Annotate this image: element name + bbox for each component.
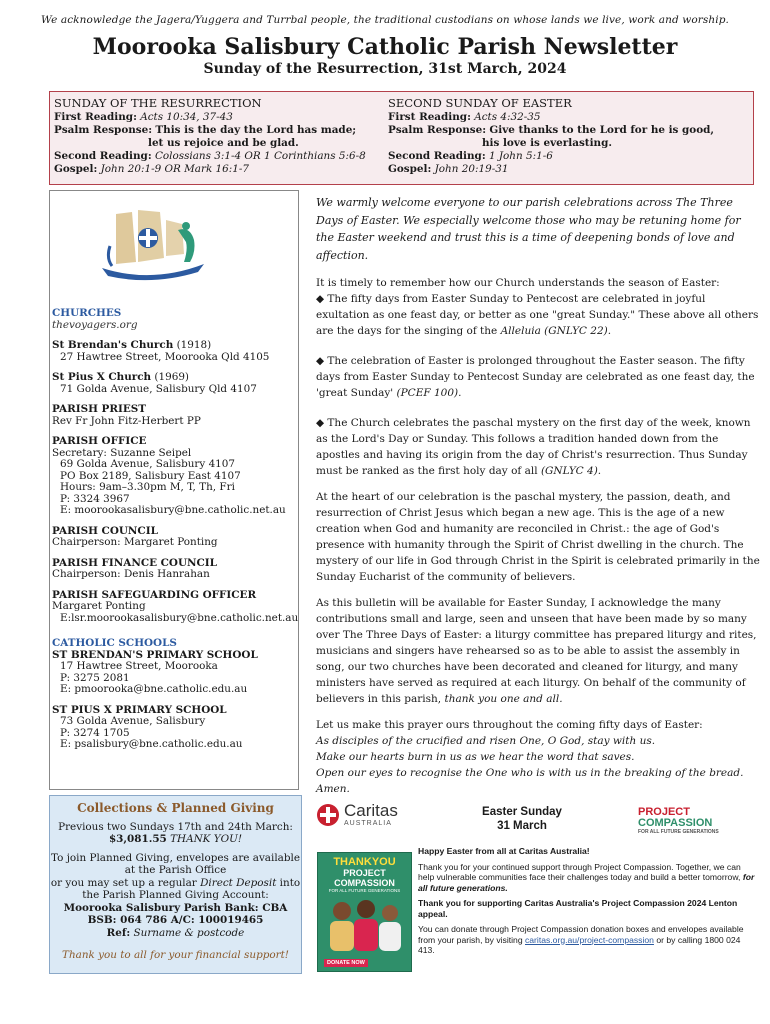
account-name: Moorooka Salisbury Parish Bank: CBA (63, 901, 288, 914)
prayer-line-1: As disciples of the crucified and risen One, O God, stay with us. (316, 735, 656, 747)
second-reading-value: Colossians 3:1-4 OR 1 Corinthians 5:6-8 (154, 150, 366, 162)
caritas-donate-phone: or by calling 1800 024 413. (418, 934, 741, 955)
priest-heading: PARISH PRIEST (52, 403, 147, 415)
church1-name: St Brendan's Church (52, 339, 174, 351)
direct-deposit-tail: into the Parish Planned Giving Account: (82, 876, 301, 901)
planned-giving-info: To join Planned Giving, envelopes are available at the Parish Office (51, 851, 300, 876)
direct-deposit-text: or you may set up a regular (50, 876, 201, 889)
acknowledgement-thanks: thank you one and all. (444, 693, 563, 705)
finance-chair: Chairperson: Denis Hanrahan (52, 568, 210, 580)
voyagers-logo-icon (82, 206, 222, 286)
bullet-prolonged (316, 353, 761, 401)
office-phone: P: 3324 3967 (60, 492, 130, 505)
safeguarding-name: Margaret Ponting (52, 600, 146, 612)
gospel-label: Gospel: (388, 163, 432, 175)
bullet-text: The fifty days from Easter Sunday to Pentecost are celebrated in joyful exultation as one feast day, or better as one "great Sunday." These above all others are the days for the singing of the (316, 293, 759, 337)
first-reading-value: Acts 4:32-35 (474, 111, 541, 123)
direct-deposit-label: Direct Deposit (200, 876, 277, 889)
easter-lead: It is timely to remember how our Church understands the season of Easter: (316, 277, 720, 289)
council-chair: Chairperson: Margaret Ponting (52, 536, 218, 548)
parish-directory (52, 308, 297, 760)
bullet-paschal (316, 415, 761, 479)
church1-address: 27 Hawtree Street, Moorooka Qld 4105 (60, 350, 270, 363)
main-article (316, 194, 761, 797)
collections-previous: Previous two Sundays 17th and 24th March: (58, 820, 293, 833)
caritas-advert (312, 795, 760, 975)
paschal-mystery-paragraph: At the heart of our celebration is the paschal mystery, the passion, death, and resurrection of Christ Jesus which began a new age. This is the age of a new creation when God and humanity are reconciled in Christ.: the age of God's presence with humanity through the Spirit of Christ dwelling in the church. The mystery of our life in God through Christ in the Spirit is celebrated primarily in the Sunday Eucharist of the community of believers. (316, 491, 760, 583)
diamond-bullet-icon: ◆ (316, 355, 325, 367)
acknowledgement-text: As this bulletin will be available for Easter Sunday, I acknowledge the many contributions small and large, seen and unseen that have been made by so many over The Three Days of Easter: a liturgy committee has prepared liturgy and rites, musicians and singers have rehearsed so as to be able to assist the assembly in song, our two churches have been decorated and cleaned for liturgy, and many ministers have served as required at each liturgy. On behalf of the community of believers in this parish, (316, 597, 757, 705)
caritas-message (418, 846, 758, 961)
caritas-thanks-text: Thank you for your continued support through Project Compassion. Together, we can help vulnerable communities face their challenges today and build a better tomorrow, (418, 861, 743, 882)
churches-heading: CHURCHES (52, 307, 122, 319)
office-address: 69 Golda Avenue, Salisbury 4107 (60, 458, 236, 470)
office-email-link[interactable]: E: moorookasalisbury@bne.catholic.net.au (60, 504, 286, 516)
school2-address: 73 Golda Avenue, Salisbury (60, 715, 206, 727)
prayer-line-2: Make our hearts burn in us as we hear the word that saves. (316, 751, 635, 763)
caritas-logo-sub: AUSTRALIA (344, 820, 392, 827)
caritas-support: Thank you for supporting Caritas Australia's Project Compassion 2024 Lenton appeal. (418, 898, 738, 919)
collections-heading: Collections & Planned Giving (77, 801, 274, 815)
school1-name: ST BRENDAN'S PRIMARY SCHOOL (52, 648, 258, 661)
project-compassion-logo (638, 807, 758, 835)
school1-phone: P: 3275 2081 (60, 671, 130, 684)
prayer-lead: Let us make this prayer ours throughout the coming fifty days of Easter: (316, 719, 703, 731)
school2-email-link[interactable]: E: psalisbury@bne.catholic.edu.au (60, 738, 243, 750)
finance-heading: PARISH FINANCE COUNCIL (52, 556, 217, 569)
church1-year: (1918) (173, 339, 212, 351)
compassion-word: COMPASSION (638, 817, 713, 829)
readings-heading: SUNDAY OF THE RESURRECTION (54, 96, 262, 110)
psalm-label: Psalm Response: (54, 124, 153, 136)
ref-value: Surname & postcode (130, 926, 245, 939)
event-name: Easter Sunday (482, 806, 562, 818)
church2-address: 71 Golda Avenue, Salisbury Qld 4107 (60, 382, 257, 395)
psalm-value: Give thanks to the Lord for he is good, (489, 124, 715, 136)
first-reading-label: First Reading: (54, 111, 137, 123)
office-secretary: Secretary: Suzanne Seipel (52, 446, 192, 459)
school1-address: 17 Hawtree Street, Moorooka (60, 660, 218, 672)
bullet-reference: (GNLYC 4). (540, 465, 602, 477)
collections-thanks: THANK YOU! (166, 833, 243, 845)
school1-email-link[interactable]: E: pmoorooka@bne.catholic.edu.au (60, 683, 248, 695)
caritas-donate (418, 924, 758, 956)
poster-compassion: COMPASSION (334, 878, 395, 888)
bullet-reference: Alleluia (GNLYC 22). (500, 325, 612, 337)
bullet-reference: (PCEF 100). (396, 387, 462, 399)
second-reading-label: Second Reading: (54, 150, 152, 162)
gospel-value: John 20:1-9 OR Mark 16:1-7 (100, 163, 250, 175)
diamond-bullet-icon: ◆ (316, 417, 325, 429)
bullet-text: The celebration of Easter is prolonged throughout the Easter season. The fifty days from Easter Sunday to Pentecost Sunday are celebrated as one feast day, the 'great Sunday' (316, 355, 755, 399)
poster-people-photo-icon (318, 893, 411, 955)
compassion-poster (317, 852, 412, 972)
project-tagline: FOR ALL FUTURE GENERATIONS (638, 829, 719, 835)
caritas-thanks-emphasis: for all future generations. (418, 872, 755, 893)
school2-name: ST PIUS X PRIMARY SCHOOL (52, 703, 227, 716)
psalm-value-continued: let us rejoice and be glad. (148, 137, 299, 149)
bullet-text: The Church celebrates the paschal mystery on the first day of the week, known as the Lord's Day or Sunday. This follows a tradition handed down from the apostles and having its origin from the day of Christ's resurrection. Thus Sunday must be ranked as the first holy day of all (316, 417, 751, 477)
readings-box (49, 91, 754, 185)
gospel-label: Gospel: (54, 163, 98, 175)
parish-website-link[interactable]: thevoyagers.org (52, 318, 138, 331)
office-po-box: PO Box 2189, Salisbury East 4107 (60, 469, 241, 482)
office-hours: Hours: 9am–3.30pm M, T, Th, Fri (60, 481, 235, 493)
safeguarding-email-link[interactable]: E:lsr.moorookasalisbury@bne.catholic.net.au (60, 611, 299, 624)
direct-deposit-info (50, 877, 301, 902)
office-heading: PARISH OFFICE (52, 435, 147, 447)
acknowledgement-of-country: We acknowledge the Jagera/Yuggera and Turrbal people, the traditional custodians on whose lands we live, work and worship. (41, 14, 729, 26)
caritas-cross-icon (316, 803, 340, 827)
church2-name: St Pius X Church (52, 371, 152, 383)
readings-resurrection (54, 97, 384, 176)
priest-name: Rev Fr John Fitz-Herbert PP (52, 414, 201, 427)
second-reading-label: Second Reading: (388, 150, 486, 162)
poster-tagline: FOR ALL FUTURE GENERATIONS (328, 888, 401, 893)
church2-year: (1969) (151, 371, 189, 383)
first-reading-value: Acts 10:34, 37-43 (140, 111, 233, 123)
poster-project: PROJECT (343, 868, 386, 878)
readings-heading: SECOND SUNDAY OF EASTER (388, 96, 572, 110)
gospel-value: John 20:19-31 (434, 163, 509, 175)
caritas-donate-link[interactable]: caritas.org.au/project-compassion (524, 934, 654, 945)
first-reading-label: First Reading: (388, 111, 471, 123)
council-heading: PARISH COUNCIL (52, 524, 158, 537)
collections-amount: $3,081.55 (108, 833, 167, 845)
caritas-thanks (418, 862, 758, 894)
poster-donate-button: DONATE NOW (324, 959, 368, 967)
second-reading-value: 1 John 5:1-6 (488, 150, 553, 162)
newsletter-title: Moorooka Salisbury Catholic Parish Newsletter (92, 34, 678, 60)
welcome-paragraph: We warmly welcome everyone to our parish celebrations across The Three Days of Easter. We especially welcome those who may be retuning home for the Easter weekend and trust this is a time of deepening bonds of love and affection. (316, 196, 741, 262)
psalm-label: Psalm Response: (388, 124, 487, 136)
caritas-donate-text: You can donate through Project Compassion donation boxes and envelopes available from your parish, by visiting (418, 924, 744, 945)
readings-second-sunday (388, 97, 748, 176)
bullet-fifty-days (316, 291, 761, 339)
project-word: PROJECT (638, 806, 690, 818)
newsletter-subtitle: Sunday of the Resurrection, 31st March, 2024 (203, 61, 567, 77)
school2-phone: P: 3274 1705 (60, 726, 130, 739)
caritas-greeting: Happy Easter from all at Caritas Australia! (418, 846, 590, 856)
safeguarding-heading: PARISH SAFEGUARDING OFFICER (52, 588, 257, 601)
psalm-value: This is the day the Lord has made; (155, 124, 357, 136)
caritas-event (452, 805, 592, 833)
collections-footer: Thank you to all for your financial support! (62, 949, 289, 961)
caritas-logo-text: Caritas (344, 801, 398, 820)
prayer-line-3: Open our eyes to recognise the One who is with us in the breaking of the bread. Amen. (316, 767, 744, 795)
acknowledgement-paragraph (316, 595, 761, 707)
account-bsb: BSB: 064 786 A/C: 100019465 (87, 914, 264, 926)
psalm-value-continued: his love is everlasting. (482, 137, 612, 149)
ref-label: Ref: (106, 926, 131, 939)
diamond-bullet-icon: ◆ (316, 293, 325, 305)
poster-thankyou: THANKYOU (333, 856, 396, 868)
collections-box (49, 795, 302, 974)
schools-heading: CATHOLIC SCHOOLS (52, 637, 177, 649)
event-date: 31 March (497, 820, 547, 832)
